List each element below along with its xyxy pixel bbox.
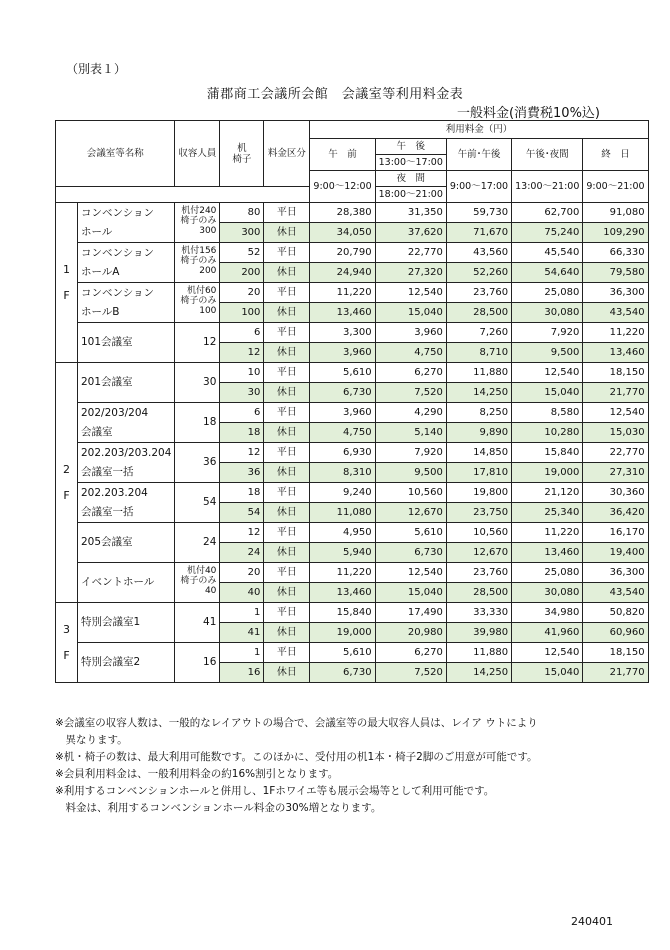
fee-value: 6,270 (375, 363, 446, 383)
fee-value: 11,080 (310, 503, 375, 523)
fee-value: 15,040 (512, 663, 583, 683)
fee-value: 36,300 (583, 563, 648, 583)
fee-value: 30,080 (512, 583, 583, 603)
fee-value: 21,120 (512, 483, 583, 503)
fee-value: 25,080 (512, 283, 583, 303)
fee-value: 23,760 (446, 563, 511, 583)
chairs-count: 52 (220, 243, 264, 263)
fee-value: 41,960 (512, 623, 583, 643)
table-row (56, 263, 649, 283)
fee-category: 休日 (264, 543, 310, 563)
fee-value: 11,220 (310, 283, 375, 303)
room-name-line2: 会議室 (78, 423, 175, 443)
fee-value: 17,810 (446, 463, 511, 483)
capacity-line: 机付60 (186, 286, 217, 296)
fee-category: 休日 (264, 343, 310, 363)
fee-category: 休日 (264, 463, 310, 483)
chairs-count: 30 (220, 383, 264, 403)
fee-category: 休日 (264, 583, 310, 603)
fee-value: 8,310 (310, 463, 375, 483)
header-am-pm: 午前･午後 (446, 139, 511, 171)
fee-value: 5,610 (310, 363, 375, 383)
fee-value: 7,520 (375, 663, 446, 683)
fee-category: 休日 (264, 263, 310, 283)
room-name-line2: 会議室一括 (78, 463, 175, 483)
fee-value: 21,770 (583, 383, 648, 403)
fee-value: 21,770 (583, 663, 648, 683)
fee-value: 4,950 (310, 523, 375, 543)
fee-value: 20,790 (310, 243, 375, 263)
fee-value: 12,670 (375, 503, 446, 523)
chairs-count: 18 (220, 423, 264, 443)
chairs-count: 12 (220, 343, 264, 363)
fee-value: 30,080 (512, 303, 583, 323)
chairs-count: 300 (220, 223, 264, 243)
room-name: コンベンション (78, 283, 175, 303)
fee-category: 平日 (264, 603, 310, 623)
fee-value: 30,360 (583, 483, 648, 503)
chairs-count: 6 (220, 323, 264, 343)
table-row (56, 243, 649, 263)
capacity-line: 40 (204, 586, 217, 596)
fee-value: 12,540 (375, 283, 446, 303)
capacity-line: 机付156 (181, 246, 217, 256)
header-room: 会議室等名称 (56, 121, 175, 187)
fee-value: 25,080 (512, 563, 583, 583)
fee-value: 16,170 (583, 523, 648, 543)
fee-category: 休日 (264, 623, 310, 643)
fee-value: 14,250 (446, 383, 511, 403)
note-line: 異なります。 (55, 734, 128, 746)
room-capacity (175, 563, 220, 603)
fee-value: 28,380 (310, 203, 375, 223)
fee-value: 19,000 (512, 463, 583, 483)
notes (55, 715, 538, 817)
fee-category: 休日 (264, 663, 310, 683)
fee-value: 15,030 (583, 423, 648, 443)
table-row (56, 203, 649, 223)
fee-value: 3,300 (310, 323, 375, 343)
fee-value: 7,260 (446, 323, 511, 343)
fee-value: 15,840 (310, 603, 375, 623)
room-capacity: 18 (175, 403, 220, 443)
fee-value: 71,670 (446, 223, 511, 243)
fee-value: 5,140 (375, 423, 446, 443)
room-name-line2: ホールA (78, 263, 175, 283)
room-capacity (175, 203, 220, 243)
fee-value: 22,770 (375, 243, 446, 263)
fee-value: 43,560 (446, 243, 511, 263)
fee-value: 18,150 (583, 363, 648, 383)
fee-value: 15,040 (375, 303, 446, 323)
fee-value: 10,560 (375, 483, 446, 503)
fee-value: 13,460 (583, 343, 648, 363)
capacity-line: 椅子のみ (180, 216, 217, 226)
header-allday-time: 9:00～21:00 (583, 171, 648, 203)
chairs-count: 24 (220, 543, 264, 563)
capacity-line: 椅子のみ (180, 256, 217, 266)
fee-value: 45,540 (512, 243, 583, 263)
chairs-count: 18 (220, 483, 264, 503)
note-line: ※利用するコンベンションホールと併用し、1Fホワイエ等も展示会場等として利用可能です。 (55, 785, 495, 797)
note-line: ※机・椅子の数は、最大利用可能数です。このほかに、受付用の机1本・椅子2脚のご用意が可能です。 (55, 751, 538, 763)
fee-value: 25,340 (512, 503, 583, 523)
note-line: ※会議室の収容人数は、一般的なレイアウトの場合で、会議室等の最大収容人員は、レイア ウトにより (55, 717, 538, 729)
room-capacity: 54 (175, 483, 220, 523)
fee-value: 17,490 (375, 603, 446, 623)
note-line: 料金は、利用するコンベンションホール料金の30%増となります。 (55, 802, 382, 814)
room-capacity: 36 (175, 443, 220, 483)
page-title: 蒲郡商工会議所会館 会議室等利用料金表 (206, 87, 464, 102)
fee-category: 休日 (264, 223, 310, 243)
fee-value: 60,960 (583, 623, 648, 643)
fee-category: 平日 (264, 283, 310, 303)
fee-value: 6,730 (310, 663, 375, 683)
fee-value: 3,960 (310, 403, 375, 423)
header-night: 夜 間 (375, 171, 446, 187)
fee-category: 平日 (264, 243, 310, 263)
fee-value: 79,580 (583, 263, 648, 283)
fee-value: 14,850 (446, 443, 511, 463)
chairs-count: 16 (220, 663, 264, 683)
fee-value: 6,930 (310, 443, 375, 463)
fee-value: 15,040 (512, 383, 583, 403)
fee-value: 7,920 (512, 323, 583, 343)
floor-label: 3 F (56, 603, 78, 683)
fee-value: 33,330 (446, 603, 511, 623)
chairs-count: 6 (220, 403, 264, 423)
capacity-line: 椅子のみ (180, 296, 217, 306)
fee-value: 59,730 (446, 203, 511, 223)
header-fee: 利用料金（円） (310, 121, 648, 139)
fee-value: 18,150 (583, 643, 648, 663)
room-capacity: 16 (175, 643, 220, 683)
fee-category: 平日 (264, 563, 310, 583)
chairs-count: 10 (220, 363, 264, 383)
fee-category: 平日 (264, 403, 310, 423)
fee-value: 34,050 (310, 223, 375, 243)
fee-value: 4,290 (375, 403, 446, 423)
fee-value: 11,220 (310, 563, 375, 583)
fee-value: 9,500 (512, 343, 583, 363)
fee-category: 休日 (264, 423, 310, 443)
fee-value: 11,880 (446, 363, 511, 383)
table-row (56, 603, 649, 623)
table-row (56, 643, 649, 663)
floor-label: 1 F (56, 203, 78, 363)
fee-value: 75,240 (512, 223, 583, 243)
fee-value: 3,960 (375, 323, 446, 343)
room-name: コンベンション (78, 243, 175, 263)
fee-value: 43,540 (583, 303, 648, 323)
room-name: 202.203/203.204 (78, 443, 175, 463)
chairs-count: 80 (220, 203, 264, 223)
fee-category: 平日 (264, 483, 310, 503)
room-name-line2: 会議室一括 (78, 503, 175, 523)
room-capacity: 30 (175, 363, 220, 403)
capacity-line: 200 (199, 266, 217, 276)
fee-value: 8,580 (512, 403, 583, 423)
room-name: コンベンション (78, 203, 175, 223)
fee-value: 24,940 (310, 263, 375, 283)
chairs-count: 1 (220, 643, 264, 663)
fee-value: 5,610 (310, 643, 375, 663)
fee-value: 36,420 (583, 503, 648, 523)
fee-value: 31,350 (375, 203, 446, 223)
table-row (56, 403, 649, 423)
fee-value: 11,220 (512, 523, 583, 543)
fee-value: 36,300 (583, 283, 648, 303)
fee-value: 8,250 (446, 403, 511, 423)
fee-value: 39,980 (446, 623, 511, 643)
header-category: 料金区分 (264, 121, 310, 187)
room-capacity (175, 243, 220, 283)
table-row (56, 503, 649, 523)
table-row (56, 223, 649, 243)
room-name-line2: ホールB (78, 303, 175, 323)
chairs-count: 100 (220, 303, 264, 323)
price-subtitle: 一般料金(消費税10%込) (456, 106, 600, 121)
header-chairs: 机 椅子 (220, 121, 264, 187)
room-name: 特別会議室1 (78, 603, 175, 643)
fee-category: 平日 (264, 523, 310, 543)
fee-value: 19,400 (583, 543, 648, 563)
fee-value: 8,710 (446, 343, 511, 363)
fee-value: 52,260 (446, 263, 511, 283)
fee-value: 66,330 (583, 243, 648, 263)
fee-value: 13,460 (310, 583, 375, 603)
fee-value: 19,000 (310, 623, 375, 643)
fee-value: 15,840 (512, 443, 583, 463)
fee-value: 27,310 (583, 463, 648, 483)
fee-value: 9,500 (375, 463, 446, 483)
fee-table (55, 120, 649, 683)
fee-value: 7,920 (375, 443, 446, 463)
chairs-count: 12 (220, 443, 264, 463)
fee-value: 13,460 (310, 303, 375, 323)
fee-value: 5,940 (310, 543, 375, 563)
chairs-count: 40 (220, 583, 264, 603)
chairs-count: 12 (220, 523, 264, 543)
chairs-count: 20 (220, 283, 264, 303)
chairs-count: 200 (220, 263, 264, 283)
header-spacer (56, 187, 310, 203)
header-pm-night-time: 13:00～21:00 (512, 171, 583, 203)
fee-value: 11,220 (583, 323, 648, 343)
fee-value: 13,460 (512, 543, 583, 563)
chairs-count: 20 (220, 563, 264, 583)
header-morning: 午 前 (310, 139, 375, 171)
fee-value: 91,080 (583, 203, 648, 223)
fee-value: 6,730 (310, 383, 375, 403)
appendix-label: （別表１） (66, 62, 127, 76)
header-capacity: 収容人員 (175, 121, 220, 187)
fee-value: 9,240 (310, 483, 375, 503)
fee-value: 12,540 (512, 643, 583, 663)
header-allday: 終 日 (583, 139, 648, 171)
table-row (56, 523, 649, 543)
fee-value: 19,800 (446, 483, 511, 503)
room-name: 202.203.204 (78, 483, 175, 503)
room-capacity (175, 283, 220, 323)
table-row (56, 423, 649, 443)
capacity-line: 机付40 (186, 566, 217, 576)
fee-category: 平日 (264, 203, 310, 223)
fee-value: 10,280 (512, 423, 583, 443)
fee-value: 5,610 (375, 523, 446, 543)
room-name: 202/203/204 (78, 403, 175, 423)
room-name: 特別会議室2 (78, 643, 175, 683)
header-morning-time: 9:00～12:00 (310, 171, 375, 203)
fee-category: 平日 (264, 363, 310, 383)
fee-value: 12,540 (512, 363, 583, 383)
fee-value: 15,040 (375, 583, 446, 603)
fee-value: 4,750 (310, 423, 375, 443)
capacity-line: 300 (199, 226, 217, 236)
room-name: 205会議室 (78, 523, 175, 563)
room-name-line2: ホール (78, 223, 175, 243)
floor-label: 2 F (56, 363, 78, 603)
fee-value: 62,700 (512, 203, 583, 223)
fee-category: 平日 (264, 643, 310, 663)
header-am-pm-time: 9:00～17:00 (446, 171, 511, 203)
fee-value: 54,640 (512, 263, 583, 283)
header-afternoon-time: 13:00～17:00 (375, 155, 446, 171)
fee-value: 14,250 (446, 663, 511, 683)
room-name: 201会議室 (78, 363, 175, 403)
chairs-count: 1 (220, 603, 264, 623)
table-row (56, 303, 649, 323)
fee-value: 11,880 (446, 643, 511, 663)
fee-value: 23,750 (446, 503, 511, 523)
fee-value: 27,320 (375, 263, 446, 283)
fee-value: 20,980 (375, 623, 446, 643)
table-row (56, 563, 649, 583)
fee-value: 23,760 (446, 283, 511, 303)
table-row (56, 443, 649, 463)
fee-category: 休日 (264, 503, 310, 523)
fee-value: 28,500 (446, 583, 511, 603)
fee-value: 10,560 (446, 523, 511, 543)
capacity-line: 椅子のみ (180, 576, 217, 586)
fee-value: 4,750 (375, 343, 446, 363)
fee-value: 12,540 (583, 403, 648, 423)
fee-value: 9,890 (446, 423, 511, 443)
header-night-time: 18:00～21:00 (375, 187, 446, 203)
fee-value: 12,540 (375, 563, 446, 583)
room-name: イベントホール (78, 563, 175, 603)
fee-value: 22,770 (583, 443, 648, 463)
chairs-count: 41 (220, 623, 264, 643)
fee-category: 平日 (264, 443, 310, 463)
capacity-line: 100 (199, 306, 217, 316)
fee-category: 平日 (264, 323, 310, 343)
fee-category: 休日 (264, 383, 310, 403)
fee-value: 3,960 (310, 343, 375, 363)
room-capacity: 12 (175, 323, 220, 363)
fee-value: 28,500 (446, 303, 511, 323)
header-afternoon: 午 後 (375, 139, 446, 155)
fee-category: 休日 (264, 303, 310, 323)
fee-value: 50,820 (583, 603, 648, 623)
fee-value: 109,290 (583, 223, 648, 243)
fee-value: 7,520 (375, 383, 446, 403)
fee-value: 34,980 (512, 603, 583, 623)
chairs-count: 36 (220, 463, 264, 483)
room-capacity: 24 (175, 523, 220, 563)
table-row (56, 363, 649, 383)
room-capacity: 41 (175, 603, 220, 643)
room-name: 101会議室 (78, 323, 175, 363)
fee-value: 6,270 (375, 643, 446, 663)
fee-value: 12,670 (446, 543, 511, 563)
chairs-count: 54 (220, 503, 264, 523)
document-code: 240401 (571, 915, 613, 928)
table-row (56, 323, 649, 343)
capacity-line: 机付240 (181, 206, 217, 216)
table-row (56, 283, 649, 303)
fee-value: 6,730 (375, 543, 446, 563)
table-row (56, 463, 649, 483)
fee-value: 43,540 (583, 583, 648, 603)
fee-value: 37,620 (375, 223, 446, 243)
header-pm-night: 午後･夜間 (512, 139, 583, 171)
note-line: ※会員利用料金は、一般利用料金の約16%割引となります。 (55, 768, 339, 780)
table-row (56, 483, 649, 503)
